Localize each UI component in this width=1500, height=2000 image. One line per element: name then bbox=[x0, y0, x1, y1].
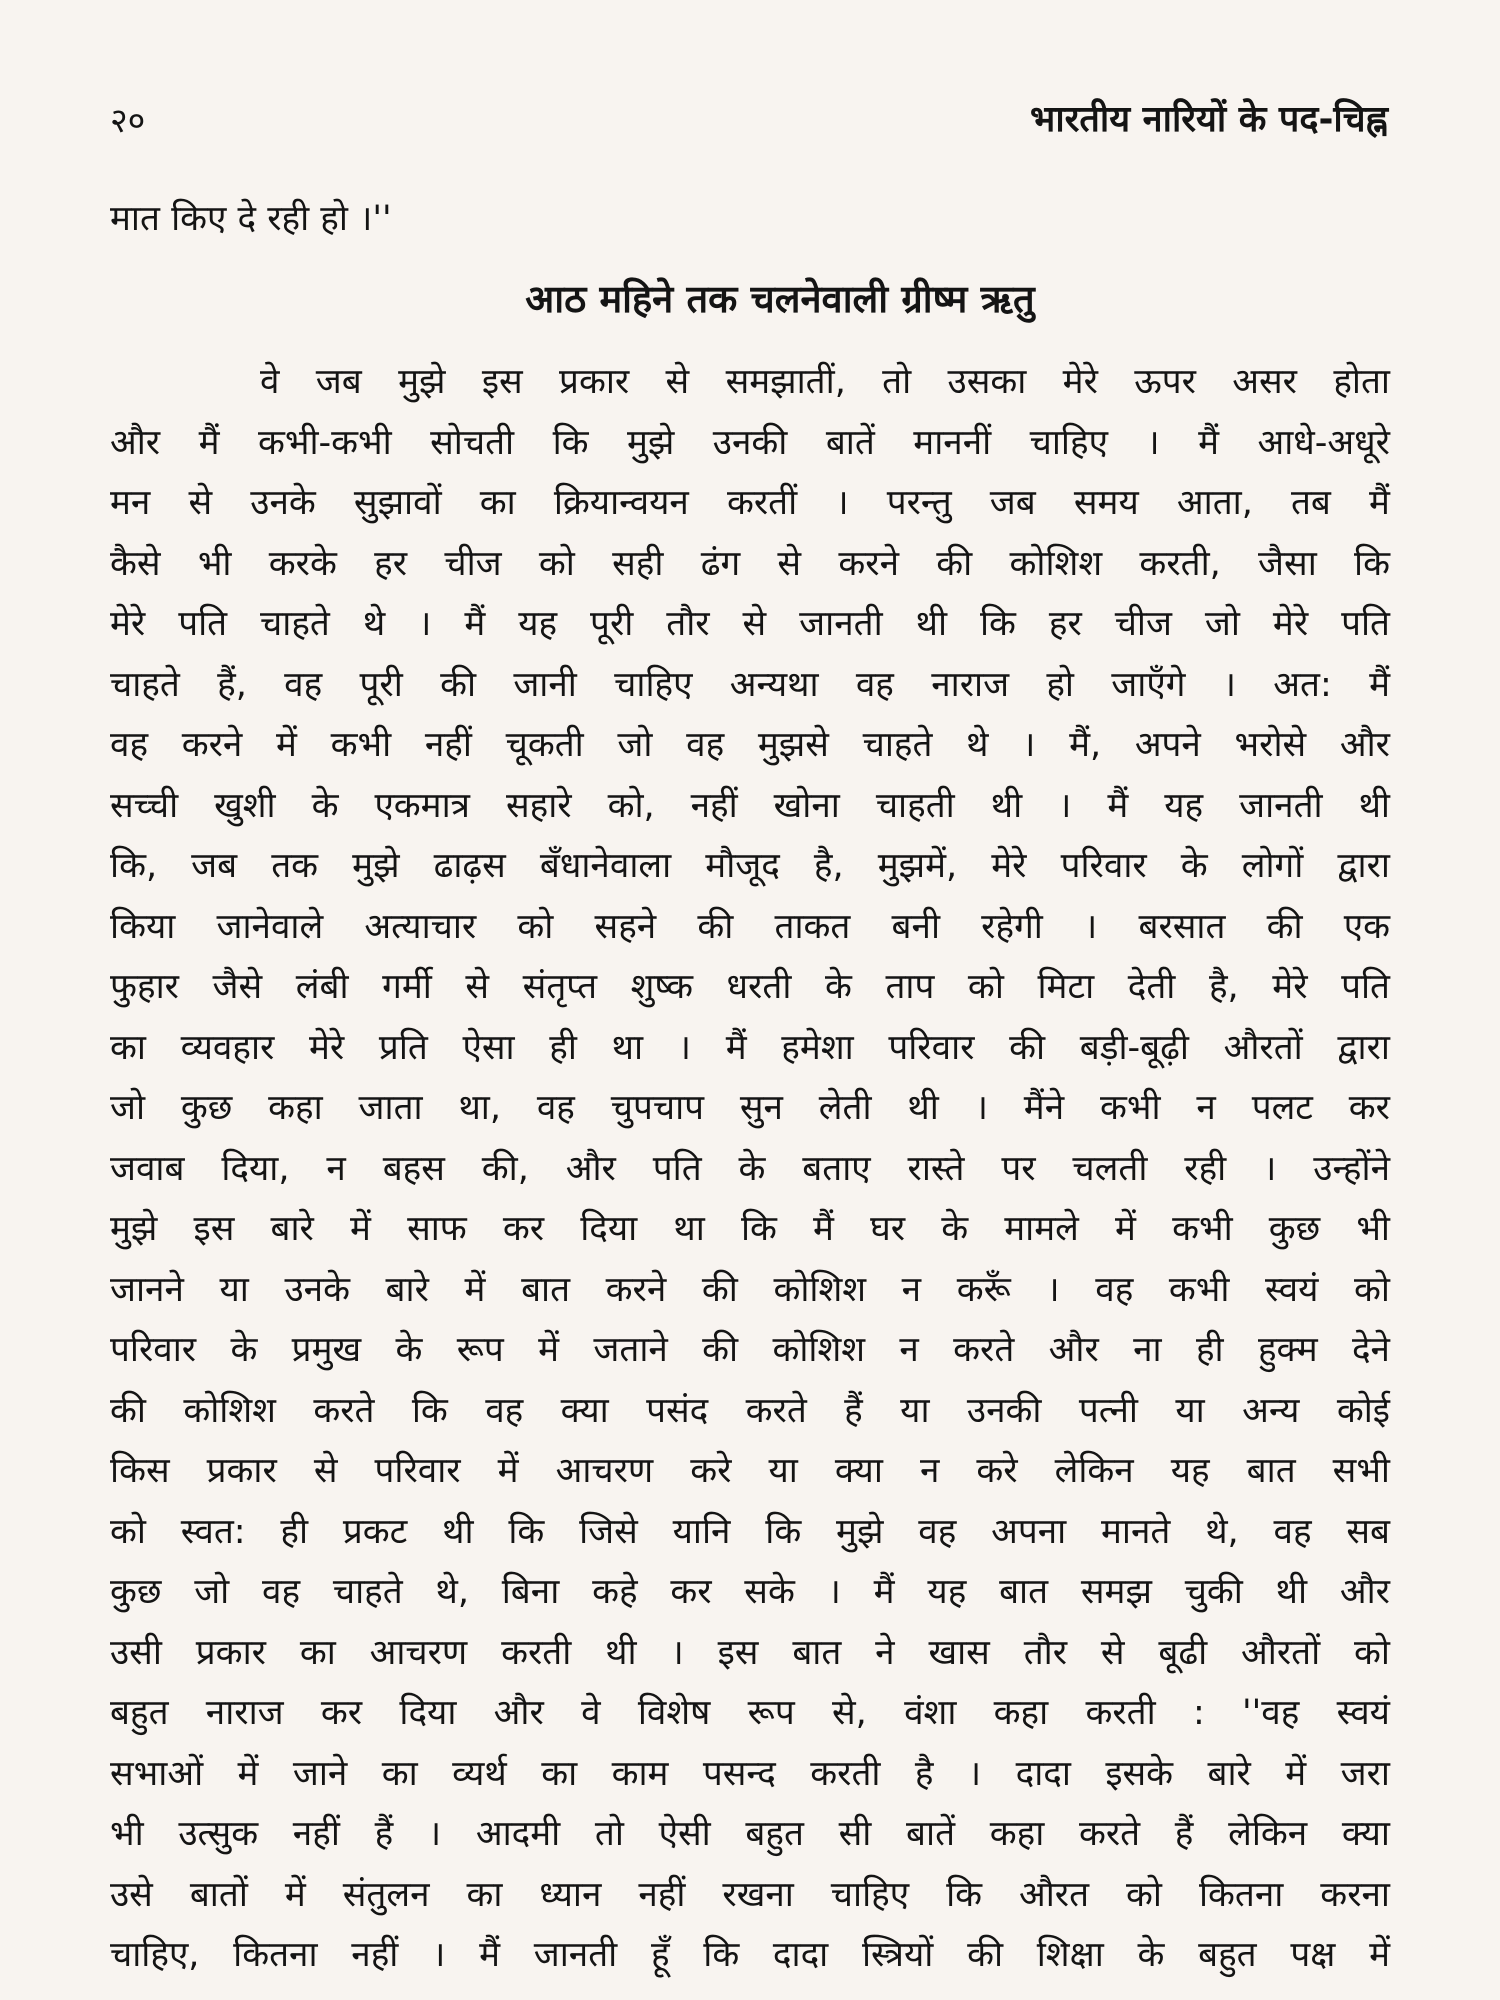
text-line: किस प्रकार से परिवार में आचरण करे या क्या न करे लेकिन यह बात सभी bbox=[110, 1451, 1390, 1491]
section-heading: आठ महिने तक चलनेवाली ग्रीष्म ऋतु bbox=[525, 277, 1035, 321]
text-line: फुहार जैसे लंबी गर्मी से संतृप्त शुष्क धरती के ताप को मिटा देती है, मेरे पति bbox=[110, 967, 1390, 1007]
text-line: जवाब दिया, न बहस की, और पति के बताए रास्ते पर चलती रही । उन्होंने bbox=[110, 1148, 1390, 1189]
text-line: और मैं कभी-कभी सोचती कि मुझे उनकी बातें माननीं चाहिए । मैं आधे-अधूरे bbox=[110, 422, 1390, 463]
text-line: जानने या उनके बारे में बात करने की कोशिश न करूँ । वह कभी स्वयं को bbox=[110, 1269, 1390, 1310]
text-line: सभाओं में जाने का व्यर्थ का काम पसन्द करती है । दादा इसके बारे में जरा bbox=[110, 1753, 1390, 1794]
text-line: का व्यवहार मेरे प्रति ऐसा ही था । मैं हमेशा परिवार की बड़ी-बूढ़ी औरतों द्वारा bbox=[110, 1027, 1390, 1068]
text-line: परिवार के प्रमुख के रूप में जताने की कोशिश न करते और ना ही हुक्म देने bbox=[110, 1330, 1390, 1370]
text-line: सच्ची खुशी के एकमात्र सहारे को, नहीं खोना चाहती थी । मैं यह जानती थी bbox=[110, 785, 1390, 826]
running-header bbox=[110, 92, 1388, 142]
text-line: मुझे इस बारे में साफ कर दिया था कि मैं घर के मामले में कभी कुछ भी bbox=[110, 1209, 1390, 1249]
text-line: कि, जब तक मुझे ढाढ़स बँधानेवाला मौजूद है, मुझमें, मेरे परिवार के लोगों द्वारा bbox=[110, 846, 1390, 886]
text-line: को स्वत: ही प्रकट थी कि जिसे यानि कि मुझे वह अपना मानते थे, वह सब bbox=[110, 1511, 1390, 1552]
text-line: चाहिए, कितना नहीं । मैं जानती हूँ कि दादा स्त्रियों की शिक्षा के बहुत पक्ष में bbox=[110, 1935, 1390, 1975]
text-line: मन से उनके सुझावों का क्रियान्वयन करतीं । परन्तु जब समय आता, तब मैं bbox=[110, 483, 1390, 523]
text-line: वह करने में कभी नहीं चूकती जो वह मुझसे चाहते थे । मैं, अपने भरोसे और bbox=[110, 725, 1390, 765]
text-line: की कोशिश करते कि वह क्या पसंद करते हैं या उनकी पत्नी या अन्य कोई bbox=[110, 1390, 1390, 1431]
text-line: उसी प्रकार का आचरण करती थी । इस बात ने खास तौर से बूढी औरतों को bbox=[110, 1632, 1390, 1673]
paragraph bbox=[110, 352, 1390, 1986]
page-number: २० bbox=[110, 101, 146, 141]
text-line: बहुत नाराज कर दिया और वे विशेष रूप से, वंशा कहा करती : ''वह स्वयं bbox=[110, 1693, 1390, 1733]
text-line: जो कुछ कहा जाता था, वह चुपचाप सुन लेती थी । मैंने कभी न पलट कर bbox=[110, 1088, 1390, 1128]
text-line: भी उत्सुक नहीं हैं । आदमी तो ऐसी बहुत सी बातें कहा करते हैं लेकिन क्या bbox=[110, 1814, 1390, 1854]
text-line: कुछ जो वह चाहते थे, बिना कहे कर सके । मैं यह बात समझ चुकी थी और bbox=[110, 1572, 1390, 1612]
text-line: किया जानेवाले अत्याचार को सहने की ताकत बनी रहेगी । बरसात की एक bbox=[110, 906, 1390, 947]
text-line: मेरे पति चाहते थे । मैं यह पूरी तौर से जानती थी कि हर चीज जो मेरे पति bbox=[110, 604, 1390, 644]
continued-text-line: मात किए दे रही हो ।'' bbox=[110, 199, 392, 239]
text-line: कैसे भी करके हर चीज को सही ढंग से करने की कोशिश करती, जैसा कि bbox=[110, 543, 1390, 584]
text-line: चाहते हैं, वह पूरी की जानी चाहिए अन्यथा वह नाराज हो जाएँगे । अत: मैं bbox=[110, 664, 1390, 705]
book-title: भारतीय नारियों के पद-चिह्न bbox=[1030, 99, 1388, 140]
text-line: वे जब मुझे इस प्रकार से समझातीं, तो उसका मेरे ऊपर असर होता bbox=[260, 362, 1390, 402]
text-line: उसे बातों में संतुलन का ध्यान नहीं रखना चाहिए कि औरत को कितना करना bbox=[110, 1874, 1390, 1915]
